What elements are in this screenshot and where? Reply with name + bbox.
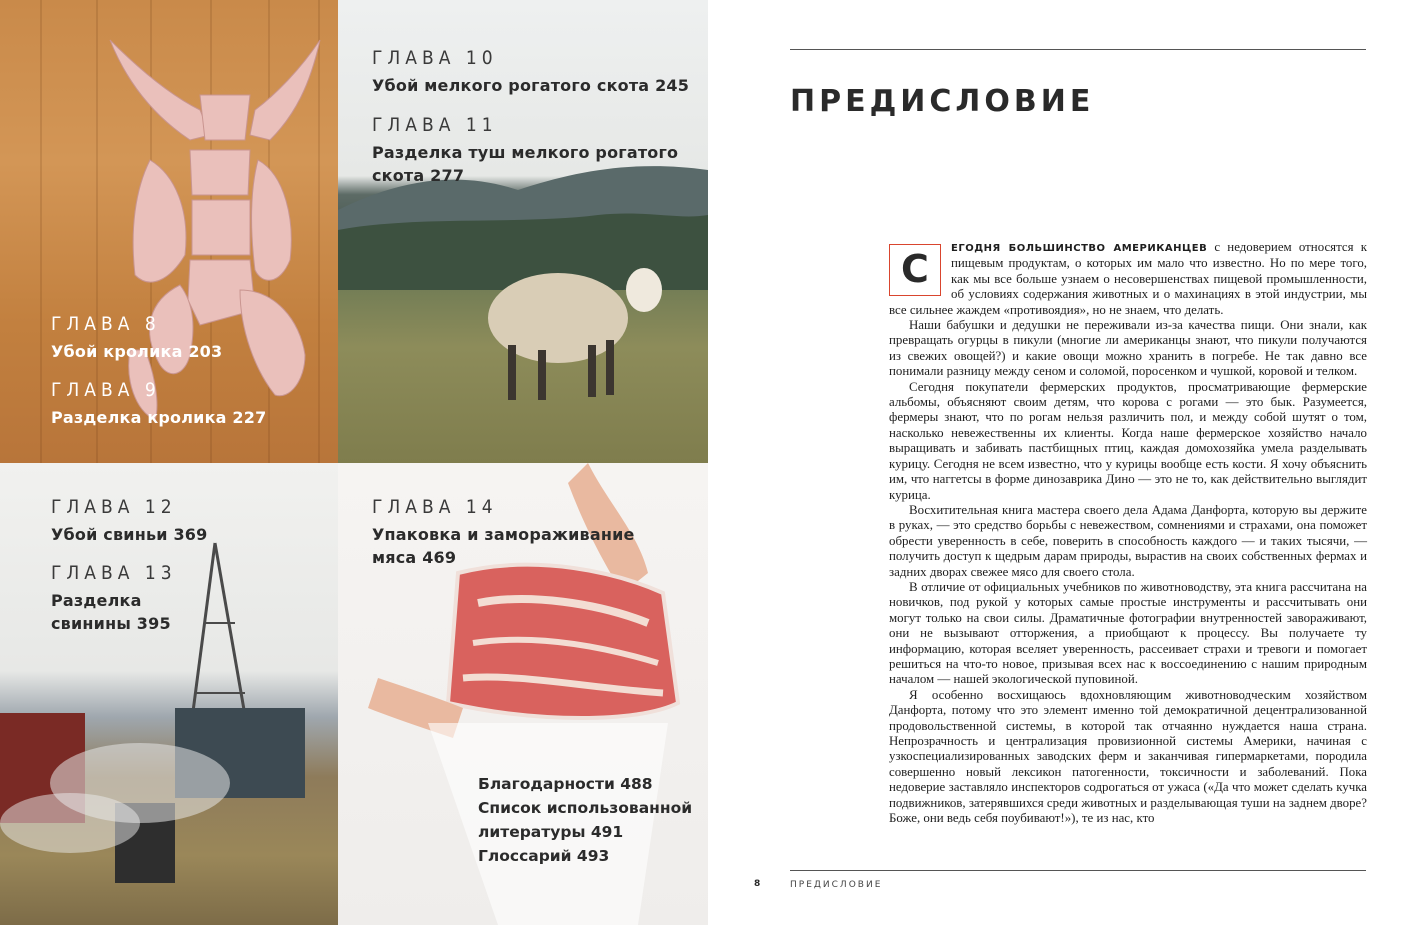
chapter-title[interactable]: Убой мелкого рогатого скота 245 (372, 76, 690, 95)
chapter-title[interactable]: Разделка кролика 227 (51, 408, 267, 427)
chapter-title-line-2[interactable]: свинины 395 (51, 614, 171, 633)
chapter-label: ГЛАВА 12 (51, 496, 177, 518)
top-rule (790, 49, 1366, 50)
chapter-title-line-2[interactable]: скота 277 (372, 166, 465, 185)
paragraph-4: Восхитительная книга мастера своего дела Адама Данфорта, которую вы держите в руках, — это средство борьбы с невежеством, сомнениями и страхами, она поможет обрести уверенность в себе, поверить в способность каждого — и таких тысячи, — получить доступ к щедрым дарам природы, вырастив на своих собственных фермах и задних дворах свежее мясо для своего стола. (889, 502, 1367, 579)
chapter-label: ГЛАВА 10 (372, 47, 498, 69)
bottom-rule (790, 870, 1366, 871)
chapter-8 (51, 312, 222, 363)
chapter-13 (51, 561, 177, 635)
chapter-label: ГЛАВА 9 (51, 379, 161, 401)
chapter-label: ГЛАВА 13 (51, 562, 177, 584)
chapter-title-line-1[interactable]: Упаковка и замораживание (372, 525, 635, 544)
chapter-label: ГЛАВА 11 (372, 114, 498, 136)
lead-in-caps: ЕГОДНЯ БОЛЬШИНСТВО АМЕРИКАНЦЕВ (951, 243, 1208, 254)
glossary-entry[interactable]: Глоссарий 493 (478, 847, 610, 865)
chapter-title-line-1[interactable]: Разделка туш мелкого рогатого (372, 143, 679, 162)
chapter-11 (372, 113, 678, 187)
chapter-label: ГЛАВА 14 (372, 496, 498, 518)
references-entry-line-1[interactable]: Список использованной (478, 799, 693, 817)
chapter-title-line-2[interactable]: мяса 469 (372, 548, 457, 567)
dropcap: С (889, 244, 941, 296)
paragraph-1-text: с недоверием относятся к пищевым продуктам, о которых им мало что известно. Но по мере того, как мы все больше узнаем о несовершенствах пищевой промышленности, об условиях содержания животных и о махинациях в этой индустрии, мы все сильнее жаждем «противоядия», но не знаем, что делать. (889, 240, 1367, 317)
references-entry-line-2[interactable]: литературы 491 (478, 823, 624, 841)
acknowledgements-entry[interactable]: Благодарности 488 (478, 775, 653, 793)
back-matter-list (478, 772, 692, 868)
chapter-title-line-1[interactable]: Разделка (51, 591, 142, 610)
paragraph-5: В отличие от официальных учебников по животноводству, эта книга рассчитана на новичков, под рукой у которых самые простые инструменты и рассчитывать они могут только на свои силы. Драматичные фотографии внутренностей завораживают, они не вызывают отторжения, а приобщают к процессу. Вы получаете ту информацию, которая вселяет уверенность, рассеивает страхи и тревоги и помогает решиться на что-то новое, призывая всех нас к воссоединению с нашим природным началом — нашей экологической пуповиной. (889, 579, 1367, 687)
paragraph-1 (889, 240, 1367, 318)
chapter-14 (372, 495, 635, 569)
paragraph-2: Наши бабушки и дедушки не переживали из-за качества пищи. Они знали, как превращать огурцы в пикули (многие ли американцы знают, что пикули получаются из свежих овощей?) и какие овощи можно хранить в погребе. Не так давно все понимали разницу между сеном и соломой, поросенком и чушкой, коровой и телком. (889, 318, 1367, 379)
paragraph-3: Сегодня покупатели фермерских продуктов, просматривающие фермерские альбомы, объясняют своим детям, что корова с рогами — это бык. Разумеется, фермеры знают, что по рогам нельзя различить пол, и между собой шутят о том, насколько невежественны их клиенты. Когда наше фермерское хозяйство начало выращивать и забивать пастбищных птиц, каждая домохозяйка умела разделывать курицу. Сегодня не всем известно, что у курицы вообще есть кости. Я хочу объяснить им, что наггетсы в форме динозаврика Дино — это не то, как действительно выглядит курица. (889, 379, 1367, 502)
paragraph-6: Я особенно восхищаюсь вдохновляющим животноводческим хозяйством Данфорта, потому что это элемент именно той демократичной децентрализованной продовольственной системы, в которой так отчаянно нуждается наша страна. Непрозрачность и централизация провизионной системы Америки, начиная с узкоспециализированных заводских ферм и заканчивая гипермаркетами, породила совершенно новый лексикон патогенности, токсичности и заболеваний. Пока недоверие заставляло инспекторов содрогаться от ужаса («Да что может сделать кучка подвижников, затерявшихся среди животных и разделывающая туши на заднем дворе? Боже, они ведь себя поубивают!»), те из нас, кто (889, 687, 1367, 826)
foreword-body (889, 240, 1367, 826)
running-head: ПРЕДИСЛОВИЕ (790, 880, 883, 890)
chapter-9 (51, 378, 266, 429)
chapter-title[interactable]: Убой кролика 203 (51, 342, 223, 361)
chapter-12 (51, 495, 207, 546)
chapter-10 (372, 46, 689, 97)
right-page (708, 0, 1412, 925)
page-number: 8 (754, 879, 761, 889)
chapter-title[interactable]: Убой свиньи 369 (51, 525, 208, 544)
chapter-label: ГЛАВА 8 (51, 313, 161, 335)
page-title: ПРЕДИСЛОВИЕ (790, 84, 1095, 119)
